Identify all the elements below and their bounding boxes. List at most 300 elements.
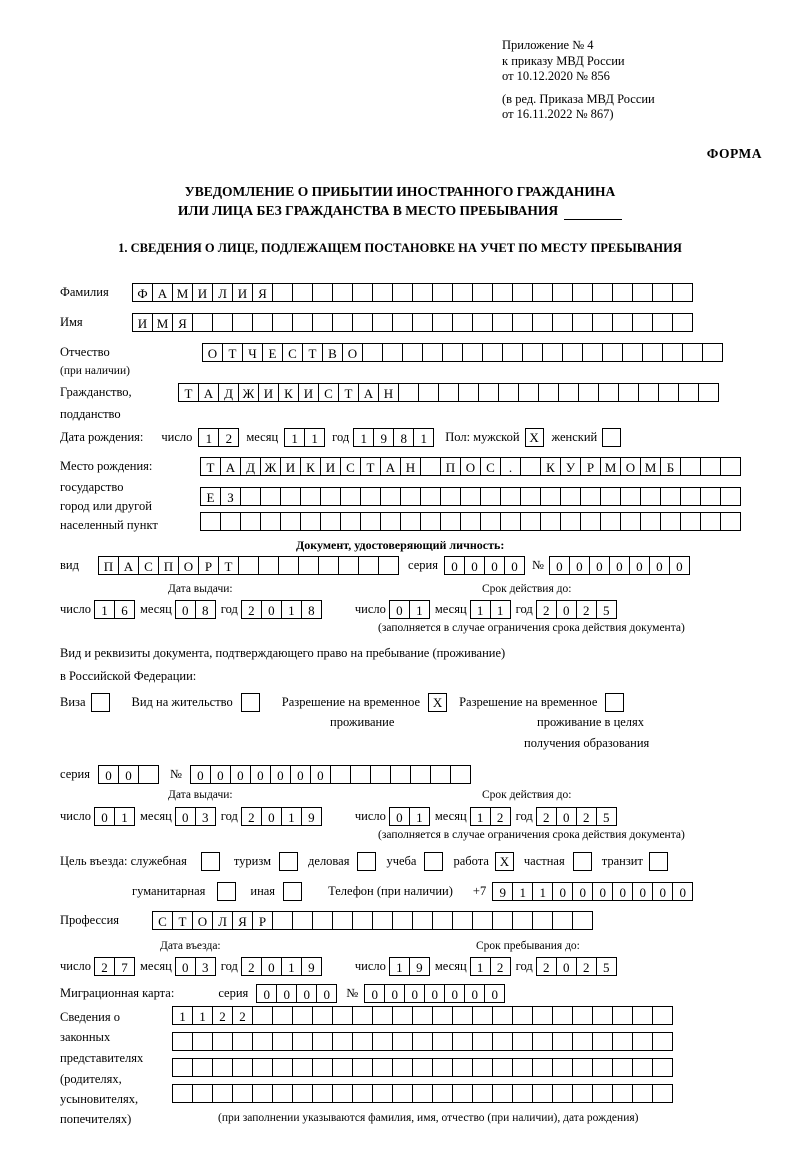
char-cell[interactable] xyxy=(532,1084,553,1103)
entry-day-input[interactable] xyxy=(94,957,134,976)
char-cell[interactable]: 9 xyxy=(301,807,322,826)
char-cell[interactable]: 5 xyxy=(596,807,617,826)
char-cell[interactable]: Н xyxy=(378,383,399,402)
char-cell[interactable] xyxy=(480,512,501,531)
char-cell[interactable] xyxy=(580,487,601,506)
char-cell[interactable] xyxy=(452,313,473,332)
char-cell[interactable] xyxy=(680,487,701,506)
char-cell[interactable] xyxy=(472,1006,493,1025)
char-cell[interactable] xyxy=(522,343,543,362)
char-cell[interactable]: 1 xyxy=(281,807,302,826)
char-cell[interactable] xyxy=(238,556,259,575)
char-cell[interactable]: М xyxy=(600,457,621,476)
char-cell[interactable]: 1 xyxy=(409,807,430,826)
char-cell[interactable] xyxy=(412,1006,433,1025)
char-cell[interactable] xyxy=(192,1058,213,1077)
char-cell[interactable] xyxy=(472,313,493,332)
char-cell[interactable] xyxy=(572,283,593,302)
char-cell[interactable] xyxy=(380,512,401,531)
phone-input[interactable] xyxy=(492,882,692,901)
char-cell[interactable]: Л xyxy=(212,911,233,930)
char-cell[interactable] xyxy=(640,487,661,506)
char-cell[interactable] xyxy=(618,383,639,402)
char-cell[interactable] xyxy=(360,512,381,531)
char-cell[interactable] xyxy=(212,1032,233,1051)
char-cell[interactable] xyxy=(252,313,273,332)
char-cell[interactable] xyxy=(432,911,453,930)
char-cell[interactable]: 0 xyxy=(424,984,445,1003)
char-cell[interactable] xyxy=(420,487,441,506)
char-cell[interactable] xyxy=(572,1032,593,1051)
identity-valid-month-input[interactable] xyxy=(470,600,510,619)
profession-input[interactable] xyxy=(152,911,592,930)
char-cell[interactable] xyxy=(452,911,473,930)
char-cell[interactable]: 0 xyxy=(94,807,115,826)
char-cell[interactable]: 1 xyxy=(198,428,219,447)
char-cell[interactable] xyxy=(352,911,373,930)
birth-day-input[interactable] xyxy=(198,428,238,447)
char-cell[interactable] xyxy=(380,487,401,506)
char-cell[interactable] xyxy=(592,283,613,302)
char-cell[interactable]: И xyxy=(132,313,153,332)
char-cell[interactable]: 1 xyxy=(409,600,430,619)
char-cell[interactable] xyxy=(532,313,553,332)
char-cell[interactable] xyxy=(412,283,433,302)
char-cell[interactable]: Д xyxy=(240,457,261,476)
char-cell[interactable]: С xyxy=(480,457,501,476)
identity-issue-day-input[interactable] xyxy=(94,600,134,619)
char-cell[interactable]: И xyxy=(258,383,279,402)
sex-male-checkbox[interactable]: X xyxy=(525,428,544,447)
char-cell[interactable] xyxy=(700,487,721,506)
char-cell[interactable]: С xyxy=(138,556,159,575)
char-cell[interactable]: У xyxy=(560,457,581,476)
char-cell[interactable] xyxy=(312,1058,333,1077)
char-cell[interactable] xyxy=(432,1006,453,1025)
char-cell[interactable] xyxy=(652,313,673,332)
char-cell[interactable] xyxy=(300,487,321,506)
char-cell[interactable] xyxy=(518,383,539,402)
char-cell[interactable] xyxy=(332,1006,353,1025)
char-cell[interactable] xyxy=(412,911,433,930)
char-cell[interactable]: 0 xyxy=(261,807,282,826)
char-cell[interactable]: 9 xyxy=(373,428,394,447)
stay-month-input[interactable] xyxy=(470,957,510,976)
char-cell[interactable] xyxy=(432,283,453,302)
char-cell[interactable]: 0 xyxy=(175,600,196,619)
char-cell[interactable]: 0 xyxy=(250,765,271,784)
representatives-row-2-input[interactable] xyxy=(172,1032,672,1051)
char-cell[interactable]: 7 xyxy=(114,957,135,976)
char-cell[interactable]: 0 xyxy=(672,882,693,901)
char-cell[interactable] xyxy=(260,487,281,506)
char-cell[interactable]: Я xyxy=(172,313,193,332)
char-cell[interactable] xyxy=(460,487,481,506)
char-cell[interactable] xyxy=(552,1006,573,1025)
char-cell[interactable]: И xyxy=(298,383,319,402)
char-cell[interactable] xyxy=(492,1006,513,1025)
char-cell[interactable] xyxy=(192,1084,213,1103)
char-cell[interactable]: 1 xyxy=(353,428,374,447)
char-cell[interactable]: 0 xyxy=(118,765,139,784)
char-cell[interactable]: 1 xyxy=(172,1006,193,1025)
char-cell[interactable] xyxy=(572,1006,593,1025)
visa-checkbox[interactable] xyxy=(91,693,110,712)
char-cell[interactable]: 1 xyxy=(304,428,325,447)
char-cell[interactable] xyxy=(272,1006,293,1025)
char-cell[interactable] xyxy=(498,383,519,402)
char-cell[interactable] xyxy=(552,283,573,302)
char-cell[interactable] xyxy=(572,1058,593,1077)
char-cell[interactable]: М xyxy=(640,457,661,476)
char-cell[interactable] xyxy=(622,343,643,362)
char-cell[interactable]: О xyxy=(342,343,363,362)
char-cell[interactable]: С xyxy=(340,457,361,476)
char-cell[interactable]: 0 xyxy=(552,882,573,901)
char-cell[interactable]: Т xyxy=(172,911,193,930)
char-cell[interactable] xyxy=(502,343,523,362)
char-cell[interactable]: 0 xyxy=(404,984,425,1003)
char-cell[interactable] xyxy=(600,487,621,506)
char-cell[interactable] xyxy=(512,1084,533,1103)
char-cell[interactable]: Ч xyxy=(242,343,263,362)
char-cell[interactable]: 2 xyxy=(241,957,262,976)
char-cell[interactable]: 0 xyxy=(444,984,465,1003)
identity-issue-month-input[interactable] xyxy=(175,600,215,619)
char-cell[interactable]: Т xyxy=(222,343,243,362)
char-cell[interactable] xyxy=(280,487,301,506)
char-cell[interactable]: 0 xyxy=(572,882,593,901)
char-cell[interactable] xyxy=(240,487,261,506)
char-cell[interactable] xyxy=(352,283,373,302)
char-cell[interactable]: А xyxy=(220,457,241,476)
char-cell[interactable] xyxy=(572,1084,593,1103)
char-cell[interactable] xyxy=(660,487,681,506)
char-cell[interactable] xyxy=(372,911,393,930)
char-cell[interactable] xyxy=(312,911,333,930)
char-cell[interactable]: 6 xyxy=(114,600,135,619)
char-cell[interactable] xyxy=(582,343,603,362)
char-cell[interactable]: 2 xyxy=(536,807,557,826)
char-cell[interactable] xyxy=(312,1084,333,1103)
char-cell[interactable] xyxy=(472,1032,493,1051)
char-cell[interactable]: А xyxy=(198,383,219,402)
char-cell[interactable]: 2 xyxy=(576,807,597,826)
char-cell[interactable] xyxy=(552,1032,573,1051)
char-cell[interactable]: 1 xyxy=(413,428,434,447)
char-cell[interactable] xyxy=(472,283,493,302)
purpose-checkbox-service[interactable] xyxy=(201,852,220,871)
char-cell[interactable] xyxy=(612,313,633,332)
char-cell[interactable] xyxy=(532,283,553,302)
char-cell[interactable]: 0 xyxy=(270,765,291,784)
char-cell[interactable]: 1 xyxy=(94,600,115,619)
char-cell[interactable] xyxy=(492,313,513,332)
char-cell[interactable] xyxy=(200,512,221,531)
char-cell[interactable] xyxy=(540,487,561,506)
char-cell[interactable] xyxy=(552,1058,573,1077)
char-cell[interactable] xyxy=(392,1084,413,1103)
char-cell[interactable]: 0 xyxy=(98,765,119,784)
char-cell[interactable]: 0 xyxy=(649,556,670,575)
char-cell[interactable] xyxy=(532,1006,553,1025)
char-cell[interactable] xyxy=(252,1006,273,1025)
char-cell[interactable] xyxy=(272,1032,293,1051)
char-cell[interactable] xyxy=(390,765,411,784)
char-cell[interactable]: 1 xyxy=(490,600,511,619)
char-cell[interactable] xyxy=(440,512,461,531)
char-cell[interactable] xyxy=(292,1058,313,1077)
char-cell[interactable] xyxy=(520,457,541,476)
char-cell[interactable] xyxy=(312,313,333,332)
char-cell[interactable]: Т xyxy=(302,343,323,362)
char-cell[interactable]: 1 xyxy=(470,600,491,619)
char-cell[interactable] xyxy=(480,487,501,506)
char-cell[interactable]: О xyxy=(460,457,481,476)
char-cell[interactable] xyxy=(402,343,423,362)
char-cell[interactable]: 9 xyxy=(301,957,322,976)
char-cell[interactable]: 5 xyxy=(596,600,617,619)
char-cell[interactable] xyxy=(410,765,431,784)
char-cell[interactable]: К xyxy=(300,457,321,476)
char-cell[interactable] xyxy=(452,1006,473,1025)
char-cell[interactable] xyxy=(492,1084,513,1103)
char-cell[interactable] xyxy=(492,1058,513,1077)
char-cell[interactable]: Ж xyxy=(260,457,281,476)
char-cell[interactable] xyxy=(430,765,451,784)
char-cell[interactable]: Я xyxy=(232,911,253,930)
char-cell[interactable]: 0 xyxy=(569,556,590,575)
char-cell[interactable] xyxy=(392,313,413,332)
char-cell[interactable]: 1 xyxy=(470,957,491,976)
char-cell[interactable]: О xyxy=(202,343,223,362)
char-cell[interactable] xyxy=(512,1058,533,1077)
char-cell[interactable] xyxy=(662,343,683,362)
char-cell[interactable] xyxy=(520,487,541,506)
char-cell[interactable] xyxy=(592,313,613,332)
char-cell[interactable]: 0 xyxy=(190,765,211,784)
birthplace-line-2-input[interactable] xyxy=(200,487,740,506)
char-cell[interactable] xyxy=(632,313,653,332)
char-cell[interactable]: Т xyxy=(360,457,381,476)
char-cell[interactable] xyxy=(332,1058,353,1077)
char-cell[interactable] xyxy=(720,512,741,531)
char-cell[interactable]: 0 xyxy=(364,984,385,1003)
char-cell[interactable] xyxy=(350,765,371,784)
char-cell[interactable]: 2 xyxy=(212,1006,233,1025)
char-cell[interactable] xyxy=(232,1032,253,1051)
char-cell[interactable] xyxy=(532,1032,553,1051)
char-cell[interactable] xyxy=(560,512,581,531)
education-residence-checkbox[interactable] xyxy=(605,693,624,712)
birth-year-input[interactable] xyxy=(353,428,433,447)
char-cell[interactable] xyxy=(252,1084,273,1103)
stay-doc-issue-day-input[interactable] xyxy=(94,807,134,826)
char-cell[interactable] xyxy=(420,457,441,476)
char-cell[interactable]: 2 xyxy=(218,428,239,447)
char-cell[interactable] xyxy=(312,1006,333,1025)
char-cell[interactable] xyxy=(680,512,701,531)
char-cell[interactable] xyxy=(612,1058,633,1077)
temporary-residence-checkbox[interactable]: X xyxy=(428,693,447,712)
char-cell[interactable] xyxy=(312,283,333,302)
char-cell[interactable] xyxy=(642,343,663,362)
purpose-checkbox-study[interactable] xyxy=(424,852,443,871)
char-cell[interactable] xyxy=(292,1006,313,1025)
char-cell[interactable] xyxy=(172,1058,193,1077)
char-cell[interactable]: 0 xyxy=(612,882,633,901)
char-cell[interactable]: 0 xyxy=(384,984,405,1003)
char-cell[interactable] xyxy=(398,383,419,402)
char-cell[interactable] xyxy=(332,283,353,302)
char-cell[interactable]: 0 xyxy=(296,984,317,1003)
char-cell[interactable]: 2 xyxy=(576,957,597,976)
char-cell[interactable] xyxy=(438,383,459,402)
char-cell[interactable] xyxy=(292,313,313,332)
char-cell[interactable] xyxy=(292,1084,313,1103)
char-cell[interactable] xyxy=(358,556,379,575)
name-input[interactable] xyxy=(132,313,692,332)
char-cell[interactable] xyxy=(602,343,623,362)
char-cell[interactable] xyxy=(372,313,393,332)
char-cell[interactable] xyxy=(260,512,281,531)
char-cell[interactable] xyxy=(392,1058,413,1077)
char-cell[interactable]: 2 xyxy=(576,600,597,619)
char-cell[interactable] xyxy=(682,343,703,362)
char-cell[interactable]: О xyxy=(192,911,213,930)
char-cell[interactable]: 2 xyxy=(241,807,262,826)
char-cell[interactable] xyxy=(330,765,351,784)
char-cell[interactable]: 0 xyxy=(669,556,690,575)
char-cell[interactable] xyxy=(552,313,573,332)
char-cell[interactable] xyxy=(512,911,533,930)
char-cell[interactable]: З xyxy=(220,487,241,506)
purpose-checkbox-other[interactable] xyxy=(283,882,302,901)
char-cell[interactable] xyxy=(338,556,359,575)
char-cell[interactable] xyxy=(658,383,679,402)
char-cell[interactable] xyxy=(432,313,453,332)
char-cell[interactable]: 0 xyxy=(556,600,577,619)
char-cell[interactable] xyxy=(512,1006,533,1025)
char-cell[interactable]: 9 xyxy=(409,957,430,976)
char-cell[interactable]: 0 xyxy=(261,600,282,619)
char-cell[interactable]: Е xyxy=(262,343,283,362)
char-cell[interactable]: Т xyxy=(178,383,199,402)
char-cell[interactable] xyxy=(240,512,261,531)
char-cell[interactable]: 8 xyxy=(195,600,216,619)
char-cell[interactable] xyxy=(482,343,503,362)
char-cell[interactable]: П xyxy=(440,457,461,476)
citizenship-input[interactable] xyxy=(178,383,718,402)
char-cell[interactable] xyxy=(720,457,741,476)
char-cell[interactable]: 3 xyxy=(195,957,216,976)
char-cell[interactable] xyxy=(172,1032,193,1051)
birth-month-input[interactable] xyxy=(284,428,324,447)
char-cell[interactable]: 0 xyxy=(589,556,610,575)
char-cell[interactable]: 1 xyxy=(192,1006,213,1025)
char-cell[interactable]: 0 xyxy=(592,882,613,901)
char-cell[interactable]: 0 xyxy=(175,957,196,976)
entry-month-input[interactable] xyxy=(175,957,215,976)
char-cell[interactable] xyxy=(138,765,159,784)
stay-doc-valid-year-input[interactable] xyxy=(536,807,616,826)
char-cell[interactable] xyxy=(462,343,483,362)
char-cell[interactable] xyxy=(332,911,353,930)
char-cell[interactable]: 0 xyxy=(556,807,577,826)
char-cell[interactable]: 1 xyxy=(284,428,305,447)
stay-doc-series-input[interactable] xyxy=(98,765,158,784)
char-cell[interactable] xyxy=(612,283,633,302)
char-cell[interactable] xyxy=(678,383,699,402)
char-cell[interactable] xyxy=(292,911,313,930)
char-cell[interactable] xyxy=(232,313,253,332)
stay-doc-valid-month-input[interactable] xyxy=(470,807,510,826)
identity-series-input[interactable] xyxy=(444,556,524,575)
char-cell[interactable] xyxy=(392,1032,413,1051)
char-cell[interactable]: К xyxy=(278,383,299,402)
char-cell[interactable] xyxy=(392,911,413,930)
char-cell[interactable]: Т xyxy=(218,556,239,575)
char-cell[interactable] xyxy=(452,1058,473,1077)
identity-number-input[interactable] xyxy=(549,556,689,575)
char-cell[interactable]: 2 xyxy=(536,600,557,619)
char-cell[interactable] xyxy=(352,1084,373,1103)
char-cell[interactable] xyxy=(560,487,581,506)
char-cell[interactable] xyxy=(442,343,463,362)
char-cell[interactable] xyxy=(298,556,319,575)
char-cell[interactable]: П xyxy=(98,556,119,575)
char-cell[interactable]: Р xyxy=(252,911,273,930)
char-cell[interactable] xyxy=(700,512,721,531)
char-cell[interactable] xyxy=(458,383,479,402)
char-cell[interactable]: Ф xyxy=(132,283,153,302)
identity-kind-input[interactable] xyxy=(98,556,398,575)
char-cell[interactable]: Д xyxy=(218,383,239,402)
char-cell[interactable] xyxy=(340,512,361,531)
char-cell[interactable] xyxy=(572,911,593,930)
char-cell[interactable]: Т xyxy=(338,383,359,402)
birthplace-line-3-input[interactable] xyxy=(200,512,740,531)
char-cell[interactable]: А xyxy=(152,283,173,302)
char-cell[interactable] xyxy=(552,1084,573,1103)
char-cell[interactable] xyxy=(578,383,599,402)
char-cell[interactable] xyxy=(432,1084,453,1103)
char-cell[interactable] xyxy=(272,911,293,930)
char-cell[interactable] xyxy=(612,1032,633,1051)
char-cell[interactable] xyxy=(640,512,661,531)
char-cell[interactable] xyxy=(592,1032,613,1051)
char-cell[interactable]: 1 xyxy=(470,807,491,826)
char-cell[interactable]: 0 xyxy=(310,765,331,784)
char-cell[interactable] xyxy=(352,313,373,332)
char-cell[interactable] xyxy=(422,343,443,362)
char-cell[interactable]: Ж xyxy=(238,383,259,402)
char-cell[interactable]: 0 xyxy=(444,556,465,575)
char-cell[interactable]: 1 xyxy=(114,807,135,826)
char-cell[interactable]: А xyxy=(380,457,401,476)
char-cell[interactable]: И xyxy=(280,457,301,476)
char-cell[interactable] xyxy=(412,1032,433,1051)
char-cell[interactable]: Л xyxy=(212,283,233,302)
char-cell[interactable] xyxy=(412,1058,433,1077)
char-cell[interactable]: П xyxy=(158,556,179,575)
char-cell[interactable]: 0 xyxy=(290,765,311,784)
purpose-checkbox-tourism[interactable] xyxy=(279,852,298,871)
char-cell[interactable] xyxy=(478,383,499,402)
patronymic-input[interactable] xyxy=(202,343,722,362)
char-cell[interactable]: 0 xyxy=(230,765,251,784)
char-cell[interactable] xyxy=(292,1032,313,1051)
